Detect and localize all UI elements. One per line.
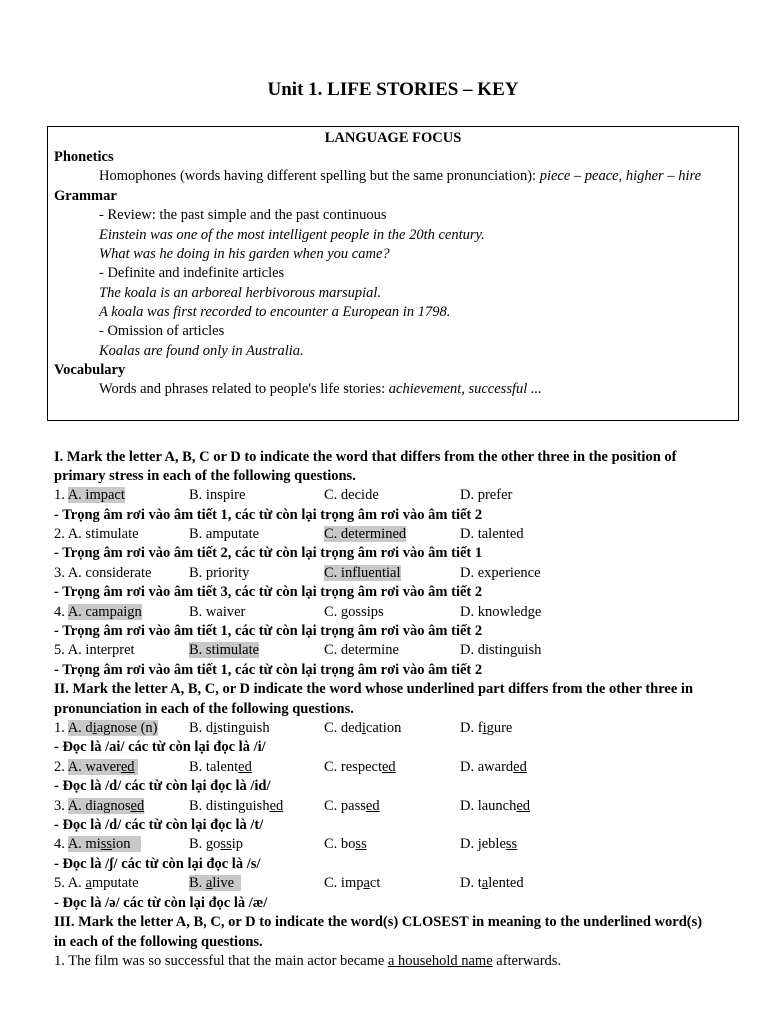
- vocabulary-text: Words and phrases related to people's life stories: achievement, successful ...: [99, 381, 542, 397]
- question-option: 1. A. impact: [54, 487, 125, 503]
- question-option: B. alive: [189, 874, 241, 893]
- question-option: D. talented: [460, 875, 524, 891]
- grammar-example: The koala is an arboreal herbivorous marsupial.: [99, 285, 382, 301]
- section2-heading: pronunciation in each of the following questions.: [54, 701, 354, 717]
- question-text: 1. The film was so successful that the main actor became a household name afterwards.: [54, 953, 562, 969]
- grammar-example: A koala was first recorded to encounter a European in 1798.: [99, 304, 451, 320]
- question-option: C. determined: [324, 526, 407, 542]
- section1-heading: I. Mark the letter A, B, C or D to indicate the word that differs from the other three in the position of: [54, 449, 677, 465]
- question-option: 3. A. diagnosed: [54, 798, 145, 814]
- answer-explanation: - Trọng âm rơi vào âm tiết 3, các từ còn lại trọng âm rơi vào âm tiết 2: [54, 584, 483, 600]
- vocabulary-label: Vocabulary: [54, 362, 126, 378]
- question-option: C. dedication: [324, 720, 402, 736]
- page-title: Unit 1. LIFE STORIES – KEY: [267, 79, 519, 100]
- question-option: D. figure: [460, 720, 513, 736]
- section2-heading: II. Mark the letter A, B, C, or D indicate the word whose underlined part differs from the other three in: [54, 681, 694, 697]
- question-option: C. decide: [324, 487, 379, 503]
- question-option: B. inspire: [189, 487, 246, 503]
- answer-explanation: - Đọc là /d/ các từ còn lại đọc là /id/: [54, 778, 271, 794]
- question-option: B. priority: [189, 565, 250, 581]
- section3-heading: in each of the following questions.: [54, 934, 263, 950]
- question-option: B. amputate: [189, 526, 260, 542]
- grammar-omission: - Omission of articles: [99, 323, 225, 339]
- question-option: C. influential: [324, 565, 401, 581]
- question-option: C. determine: [324, 642, 399, 658]
- question-option: 2. A. wavered: [54, 758, 138, 777]
- phonetics-text: Homophones (words having different spelling but the same pronunciation): piece – peace, higher – hire: [99, 168, 702, 184]
- question-option: B. stimulate: [189, 642, 260, 658]
- phonetics-label: Phonetics: [54, 149, 114, 165]
- question-option: D. launched: [460, 798, 531, 814]
- question-option: D. talented: [460, 526, 524, 542]
- language-focus-box: [47, 126, 739, 421]
- language-focus-heading: LANGUAGE FOCUS: [324, 130, 462, 146]
- grammar-example: What was he doing in his garden when you came?: [99, 246, 390, 262]
- question-option: D. jebless: [460, 836, 518, 852]
- answer-explanation: - Đọc là /ai/ các từ còn lại đọc là /i/: [54, 739, 266, 755]
- question-option: 2. A. stimulate: [54, 526, 139, 542]
- question-option: B. distinguished: [189, 798, 284, 814]
- grammar-example: Einstein was one of the most intelligent people in the 20th century.: [99, 227, 485, 243]
- grammar-articles: - Definite and indefinite articles: [99, 265, 285, 281]
- answer-explanation: - Trọng âm rơi vào âm tiết 1, các từ còn lại trọng âm rơi vào âm tiết 2: [54, 507, 483, 523]
- question-option: B. talented: [189, 759, 252, 775]
- question-option: D. distinguish: [460, 642, 542, 658]
- question-option: 4. A. campaign: [54, 604, 142, 620]
- question-option: C. respected: [324, 759, 396, 775]
- question-option: D. knowledge: [460, 604, 542, 620]
- question-option: C. impact: [324, 875, 381, 891]
- section3-heading: III. Mark the letter A, B, C, or D to indicate the word(s) CLOSEST in meaning to the underlined word(s): [54, 914, 703, 930]
- answer-explanation: - Đọc là /ʃ/ các từ còn lại đọc là /s/: [54, 856, 261, 872]
- question-option: 3. A. considerate: [54, 565, 152, 581]
- question-option: D. awarded: [460, 759, 527, 775]
- answer-explanation: - Trọng âm rơi vào âm tiết 1, các từ còn lại trọng âm rơi vào âm tiết 2: [54, 623, 483, 639]
- section1-heading: primary stress in each of the following questions.: [54, 468, 356, 484]
- answer-explanation: - Đọc là /ə/ các từ còn lại đọc là /æ/: [54, 895, 268, 911]
- question-option: 5. A. interpret: [54, 642, 135, 658]
- question-option: C. passed: [324, 798, 380, 814]
- question-option: C. gossips: [324, 604, 384, 620]
- answer-explanation: - Trọng âm rơi vào âm tiết 2, các từ còn lại trọng âm rơi vào âm tiết 1: [54, 545, 483, 561]
- question-option: 4. A. mission: [54, 835, 141, 854]
- question-option: D. experience: [460, 565, 541, 581]
- question-option: D. prefer: [460, 487, 513, 503]
- grammar-review: - Review: the past simple and the past continuous: [99, 207, 387, 223]
- question-option: B. waiver: [189, 604, 246, 620]
- grammar-example: Koalas are found only in Australia.: [99, 343, 304, 359]
- question-option: 1. A. diagnose (n): [54, 720, 158, 736]
- question-option: 5. A. amputate: [54, 875, 139, 891]
- answer-explanation: - Đọc là /d/ các từ còn lại đọc là /t/: [54, 817, 264, 833]
- question-option: B. distinguish: [189, 720, 270, 736]
- question-option: C. boss: [324, 836, 367, 852]
- grammar-label: Grammar: [54, 188, 117, 204]
- question-option: B. gossip: [189, 836, 243, 852]
- answer-explanation: - Trọng âm rơi vào âm tiết 1, các từ còn lại trọng âm rơi vào âm tiết 2: [54, 662, 483, 678]
